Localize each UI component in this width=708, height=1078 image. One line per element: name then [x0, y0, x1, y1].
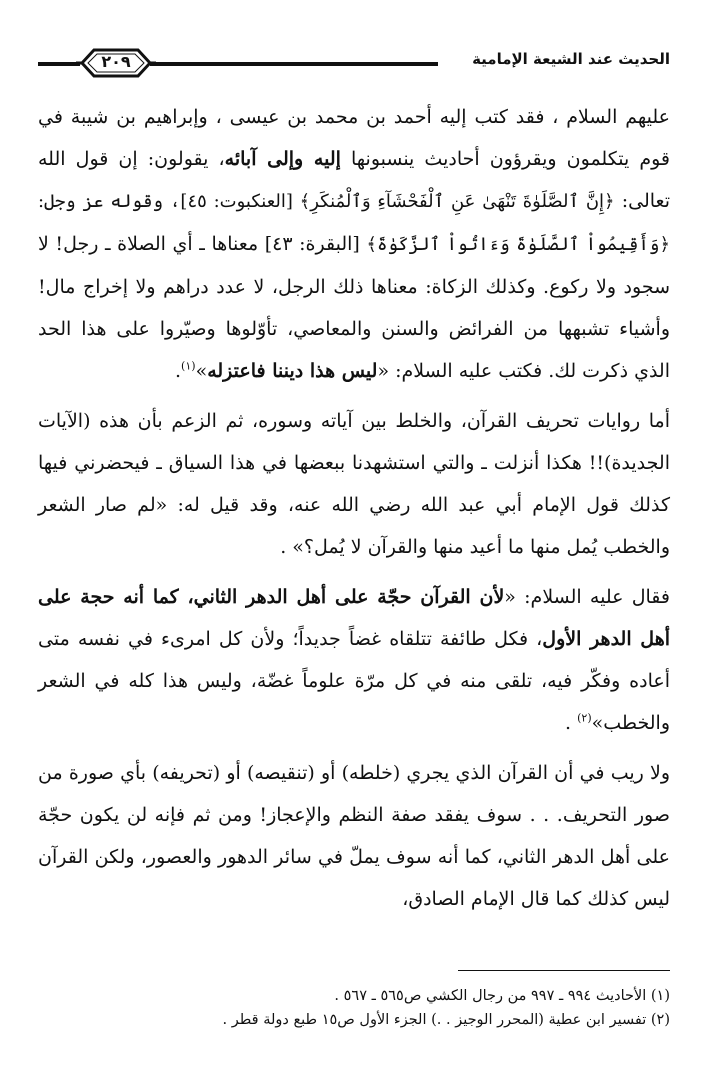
text-run: عليهم السلام ، فقد كتب إليه أحمد بن محمد بن عيسى ، وإبراهيم بن شيبة في قوم يتكلمون ويقرؤون أحاديث ينسبونها: [38, 106, 670, 170]
text-run: ، فكل طائفة تتلقاه غضاً جديداً؛ ولأن كل امرىء في نفسه متى أعاده وفكّر فيه، تلقى منه في كل مرّة علوماً غضّة، وليس هذا كله في الشعر والخطب»: [38, 628, 670, 734]
paragraph: [38, 96, 670, 392]
paragraph: [38, 752, 670, 920]
page-number-badge: [76, 46, 156, 80]
running-title: الحديث عند الشيعة الإمامية: [472, 50, 670, 68]
paragraph: [38, 576, 670, 744]
footnote-divider: [458, 970, 670, 971]
text-run: لأن القرآن حجّة على أهل الدهر الثاني، كما أنه حجة على أهل الدهر الأول: [38, 586, 670, 650]
footnote-reference: (٢): [577, 711, 592, 725]
text-run: .: [565, 712, 578, 734]
text-run: فقال عليه السلام: «: [504, 586, 670, 608]
footnote-reference: (١): [181, 359, 196, 373]
header-rule-left: [38, 62, 80, 66]
footnote-1: (١) الأحاديث ٩٩٤ ـ ٩٩٧ من رجال الكشي ص٥٦٥ ـ ٥٦٧ .: [334, 988, 670, 1004]
page-number: ٢٠٩: [101, 52, 131, 71]
text-run: ليس هذا ديننا فاعتزله: [207, 360, 378, 382]
body-text: [38, 96, 670, 920]
header-rule-right: [150, 62, 438, 66]
footnote-2: (٢) تفسير ابن عطية (المحرر الوجيز . .) الجزء الأول ص١٥ طبع دولة قطر .: [222, 1012, 670, 1028]
text-run: .: [175, 360, 182, 382]
book-page: [38, 40, 670, 1050]
quran-verse: ﴿إِنَّ ٱلصَّلَوٰةَ تَنْهَىٰ عَنِ ٱلْفَحْشَآءِ وَٱلْمُنكَرِ﴾: [299, 191, 615, 212]
text-run: »: [195, 360, 208, 382]
text-run: ولا ريب في أن القرآن الذي يجري (خلطه) أو (تنقيصه) أو (تحريفه) بأي صورة من صور التحريف. . . سوف يفقد صفة النظم والإعجاز! ومن ثم فإنه لن يكون حجّة على أهل الدهر الثاني، كما أنه سوف يملّ في سائر الدهور والعصور، ولكن القرآن ليس كذلك كما قال الإمام الصادق،: [38, 762, 670, 910]
quran-verse: ﴿وَأَقِيمُواْ ٱلصَّلَوٰةَ وَءَاتُواْ ٱلزَّكَوٰةَ﴾: [366, 234, 671, 255]
text-run: أما روايات تحريف القرآن، والخلط بين آياته وسوره، ثم الزعم بأن هذه (الآيات الجديدة)!! هكذا أنزلت ـ والتي استشهدنا ببعضها في هذا السياق ـ فيحضرني فيها كذلك قول الإمام أبي عبد الله رضي الله عنه، وقد قيل له: «لم صار الشعر والخطب يُمل منها ما أعيد منها والقرآن لا يُمل؟» .: [38, 410, 670, 558]
text-run: [البقرة: ٤٣] معناها ـ أي الصلاة ـ رجل! لا سجود ولا ركوع. وكذلك الزكاة: معناها ذلك الرجل، لا عدد دراهم ولا إخراج مال! وأشياء تشبهها من الفرائض والسنن والمعاصي، تأوّلوها وصيّروا على هذا الحد الذي ذكرت لك. فكتب عليه السلام: «: [38, 233, 670, 382]
paragraph: [38, 400, 670, 568]
text-run: [العنكبوت: ٤٥]، وقوله عز وجل:: [38, 191, 300, 212]
running-header: [38, 40, 670, 96]
text-run: ، يقولون: إن قول الله تعالى:: [38, 148, 670, 212]
footnotes: [38, 984, 670, 1032]
text-run: إليه وإلى آبائه: [224, 148, 341, 170]
